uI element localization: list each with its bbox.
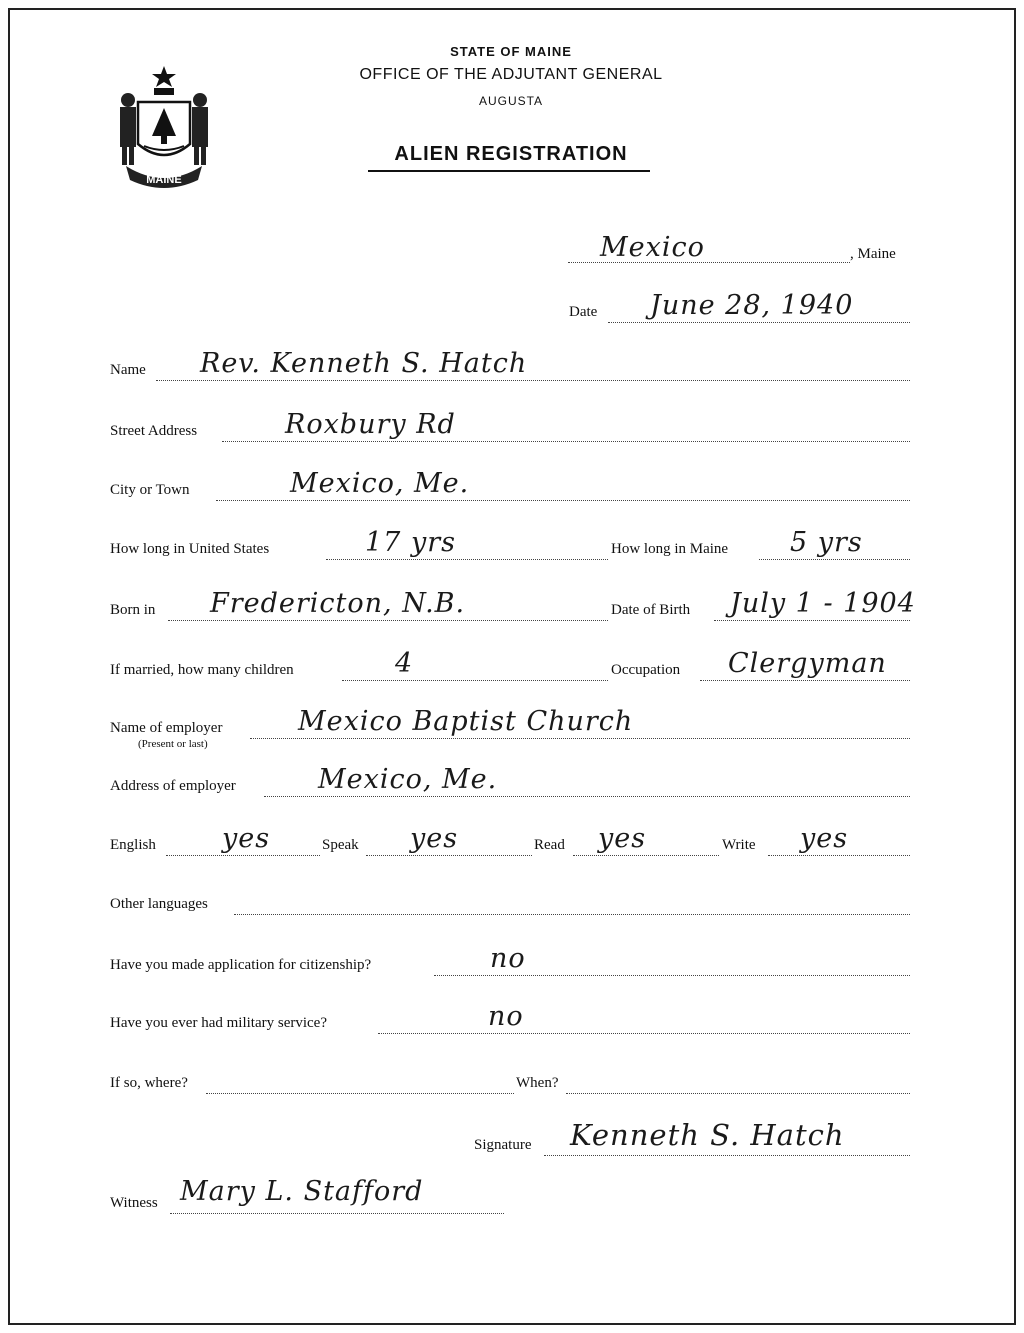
write-value: yes bbox=[800, 823, 849, 854]
name-line bbox=[156, 380, 910, 381]
speak-line bbox=[366, 855, 532, 856]
street-value: Roxbury Rd bbox=[285, 409, 456, 440]
when-label: When? bbox=[516, 1075, 559, 1091]
other-languages-label: Other languages bbox=[110, 896, 208, 912]
english-label: English bbox=[110, 837, 156, 853]
form-title: ALIEN REGISTRATION bbox=[394, 143, 628, 165]
employer-address-line bbox=[264, 796, 910, 797]
date-label: Date bbox=[569, 304, 598, 320]
military-line bbox=[378, 1033, 910, 1034]
name-label: Name bbox=[110, 362, 146, 378]
signature-label: Signature bbox=[474, 1137, 532, 1153]
employer-address-label: Address of employer bbox=[110, 778, 236, 794]
city-label: City or Town bbox=[110, 482, 190, 498]
speak-label: Speak bbox=[322, 837, 359, 853]
city-line bbox=[216, 500, 910, 501]
citizenship-label: Have you made application for citizenship? bbox=[110, 957, 372, 973]
where-line bbox=[206, 1093, 514, 1094]
english-value: yes bbox=[222, 823, 271, 854]
children-value: 4 bbox=[395, 648, 414, 679]
how-long-us-label: How long in United States bbox=[110, 541, 270, 557]
date-of-birth-line bbox=[714, 620, 910, 621]
speak-value: yes bbox=[410, 823, 459, 854]
how-long-maine-value: 5 yrs bbox=[790, 527, 863, 558]
date-of-birth-value: July 1 - 1904 bbox=[730, 588, 916, 619]
witness-label: Witness bbox=[110, 1195, 158, 1211]
military-label: Have you ever had military service? bbox=[110, 1015, 327, 1031]
city-heading: AUGUSTA bbox=[478, 94, 544, 108]
citizenship-line bbox=[434, 975, 910, 976]
date-line bbox=[608, 322, 910, 323]
witness-value: Mary L. Stafford bbox=[180, 1176, 424, 1207]
how-long-maine-line bbox=[759, 559, 910, 560]
children-line bbox=[342, 680, 608, 681]
town-value: Mexico bbox=[600, 232, 705, 263]
born-in-value: Fredericton, N.B. bbox=[210, 588, 466, 619]
occupation-value: Clergyman bbox=[728, 648, 887, 679]
citizenship-value: no bbox=[490, 943, 526, 974]
state-heading: STATE OF MAINE bbox=[450, 44, 572, 59]
other-languages-line bbox=[234, 914, 910, 915]
seal-banner-text: MAINE bbox=[146, 174, 182, 186]
how-long-us-value: 17 yrs bbox=[365, 527, 456, 558]
english-line bbox=[166, 855, 320, 856]
write-line bbox=[768, 855, 910, 856]
signature-value: Kenneth S. Hatch bbox=[570, 1118, 845, 1152]
maine-label: , Maine bbox=[850, 246, 896, 262]
city-value: Mexico, Me. bbox=[290, 468, 470, 499]
witness-line bbox=[170, 1213, 504, 1214]
signature-line bbox=[544, 1155, 910, 1156]
where-label: If so, where? bbox=[110, 1075, 188, 1091]
employer-label: Name of employer bbox=[110, 720, 223, 736]
employer-address-value: Mexico, Me. bbox=[318, 764, 498, 795]
write-label: Write bbox=[722, 837, 756, 853]
born-in-label: Born in bbox=[110, 602, 156, 618]
employer-line bbox=[250, 738, 910, 739]
read-value: yes bbox=[598, 823, 647, 854]
date-value: June 28, 1940 bbox=[650, 290, 854, 321]
read-label: Read bbox=[534, 837, 565, 853]
date-of-birth-label: Date of Birth bbox=[611, 602, 691, 618]
state-seal-image bbox=[108, 62, 220, 190]
when-line bbox=[566, 1093, 910, 1094]
occupation-line bbox=[700, 680, 910, 681]
employer-note: (Present or last) bbox=[138, 738, 208, 750]
military-value: no bbox=[488, 1001, 524, 1032]
how-long-us-line bbox=[326, 559, 608, 560]
title-underline bbox=[368, 170, 650, 172]
occupation-label: Occupation bbox=[611, 662, 681, 678]
how-long-maine-label: How long in Maine bbox=[611, 541, 729, 557]
street-label: Street Address bbox=[110, 423, 198, 439]
employer-value: Mexico Baptist Church bbox=[298, 706, 634, 737]
read-line bbox=[573, 855, 719, 856]
street-line bbox=[222, 441, 910, 442]
office-heading: OFFICE OF THE ADJUTANT GENERAL bbox=[359, 66, 663, 83]
name-value: Rev. Kenneth S. Hatch bbox=[200, 348, 528, 379]
born-in-line bbox=[168, 620, 608, 621]
children-label: If married, how many children bbox=[110, 662, 294, 678]
